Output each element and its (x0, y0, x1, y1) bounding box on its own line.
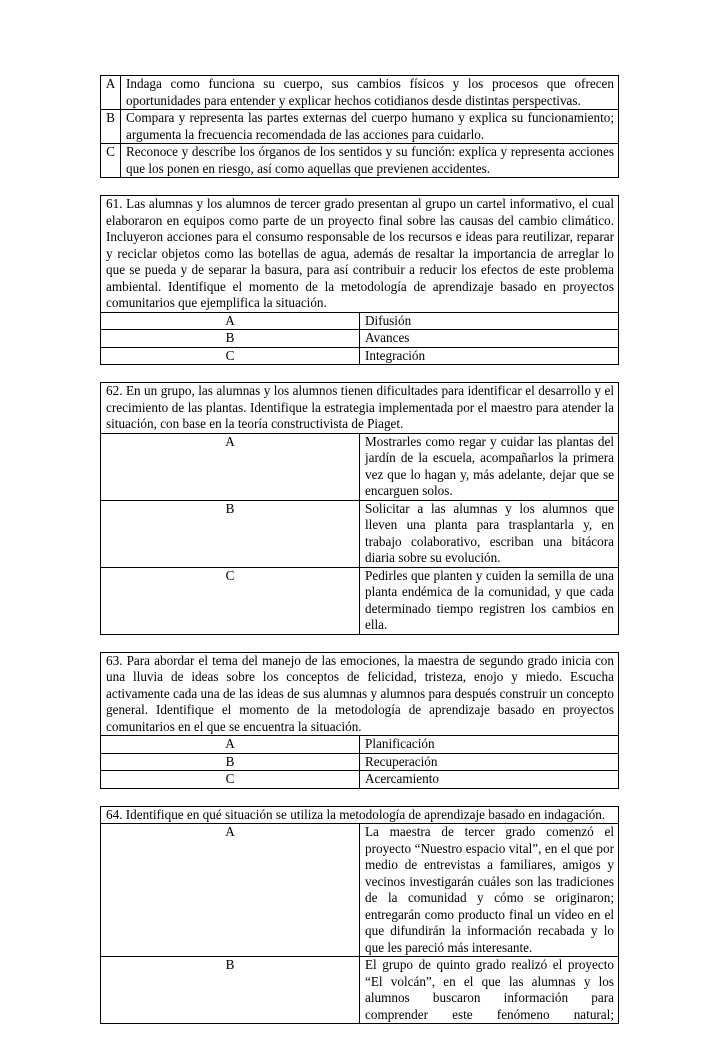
option-letter: A (101, 824, 360, 957)
option-letter: B (101, 110, 121, 144)
option-text: La maestra de tercer grado comenzó el proyecto “Nuestro espacio vital”, en el que por medio de entrevistas a familiares, amigos y vecinos investigarán cuáles son las tradiciones de la comunidad y cómo se originaron; entregarán como producto final un vídeo en el que difundirán la información recabada y lo que les pareció más interesante. (360, 824, 619, 957)
option-letter: C (101, 347, 360, 365)
question-62-stem: 62. En un grupo, las alumnas y los alumnos tienen dificultades para identificar el desarrollo y el crecimiento de las plantas. Identifique la estrategia implementada por el maestro para atender la situación, con base en la teoría constructivista de Piaget. (101, 383, 619, 434)
option-row (101, 312, 619, 330)
question-stem-row (101, 196, 619, 313)
option-text: Compara y representa las partes externas del cuerpo humano y explica su funcionamiento; argumenta la frecuencia recomendada de las acciones para cuidarlo. (121, 110, 619, 144)
option-text: Indaga como funciona su cuerpo, sus cambios físicos y los procesos que ofrecen oportunidades para entender y explicar hechos cotidianos desde distintas perspectivas. (121, 76, 619, 110)
question-62-table (100, 382, 619, 635)
question-63-table (100, 652, 619, 789)
option-text: Difusión (360, 312, 619, 330)
question-stem-row (101, 383, 619, 434)
option-letter: C (101, 567, 360, 634)
question-stem-row (101, 652, 619, 736)
option-row (101, 957, 619, 1024)
question-61-table (100, 195, 619, 365)
option-letter: C (101, 144, 121, 178)
question-stem-row (101, 806, 619, 824)
option-text: Pedirles que planten y cuiden la semilla de una planta endémica de la comunidad, y que cada determinado tiempo registren los cambios en ella. (360, 567, 619, 634)
option-row (101, 347, 619, 365)
option-letter: B (101, 753, 360, 771)
option-row (101, 567, 619, 634)
option-letter: B (101, 500, 360, 567)
option-text: Acercamiento (360, 771, 619, 789)
option-text: Integración (360, 347, 619, 365)
question-64-stem: 64. Identifique en qué situación se utiliza la metodología de aprendizaje basado en indagación. (101, 806, 619, 824)
option-letter: A (101, 433, 360, 500)
option-letter: C (101, 771, 360, 789)
option-letter: A (101, 312, 360, 330)
option-row (101, 824, 619, 957)
option-row (101, 76, 619, 110)
option-letter: A (101, 736, 360, 754)
option-row (101, 433, 619, 500)
option-text: Mostrarles como regar y cuidar las plantas del jardín de la escuela, acompañarlos la primera vez que lo hagan y, más adelante, dejar que se encarguen solos. (360, 433, 619, 500)
option-text: Planificación (360, 736, 619, 754)
option-letter: B (101, 957, 360, 1024)
option-text: Solicitar a las alumnas y los alumnos que lleven una planta para trasplantarla y, en trabajo colaborativo, escriban una bitácora diaria sobre su evolución. (360, 500, 619, 567)
question-64-table (100, 806, 619, 1025)
option-text: Avances (360, 330, 619, 348)
option-row (101, 110, 619, 144)
option-letter: A (101, 76, 121, 110)
question-60-options-table (100, 75, 619, 178)
option-row (101, 771, 619, 789)
question-63-stem: 63. Para abordar el tema del manejo de las emociones, la maestra de segundo grado inicia con una lluvia de ideas sobre los conceptos de felicidad, tristeza, enojo y miedo. Escucha activamente cada una de las ideas de sus alumnas y alumnos para después construir un concepto general. Identifique el momento de la metodología de aprendizaje basado en proyectos comunitarios en el que se encuentra la situación. (101, 652, 619, 736)
option-text: El grupo de quinto grado realizó el proyecto “El volcán”, en el que las alumnas y los alumnos buscaron información para comprender este fenómeno natural; (360, 957, 619, 1024)
option-row (101, 330, 619, 348)
option-text: Recuperación (360, 753, 619, 771)
option-text: Reconoce y describe los órganos de los sentidos y su función: explica y representa acciones que los ponen en riesgo, así como aquellas que previenen accidentes. (121, 144, 619, 178)
option-letter: B (101, 330, 360, 348)
question-61-stem: 61. Las alumnas y los alumnos de tercer grado presentan al grupo un cartel informativo, el cual elaboraron en equipos como parte de un proyecto final sobre las causas del cambio climático. Incluyeron acciones para el consumo responsable de los recursos e ideas para reutilizar, reparar y reciclar objetos como las botellas de agua, además de resaltar la importancia de arreglar lo que se pueda y de separar la basura, para así contribuir a reducir los efectos de este problema ambiental. Identifique el momento de la metodología de aprendizaje basado en proyectos comunitarios que ejemplifica la situación. (101, 196, 619, 313)
exam-page (100, 75, 619, 1041)
option-row (101, 736, 619, 754)
option-row (101, 753, 619, 771)
option-row (101, 144, 619, 178)
option-row (101, 500, 619, 567)
